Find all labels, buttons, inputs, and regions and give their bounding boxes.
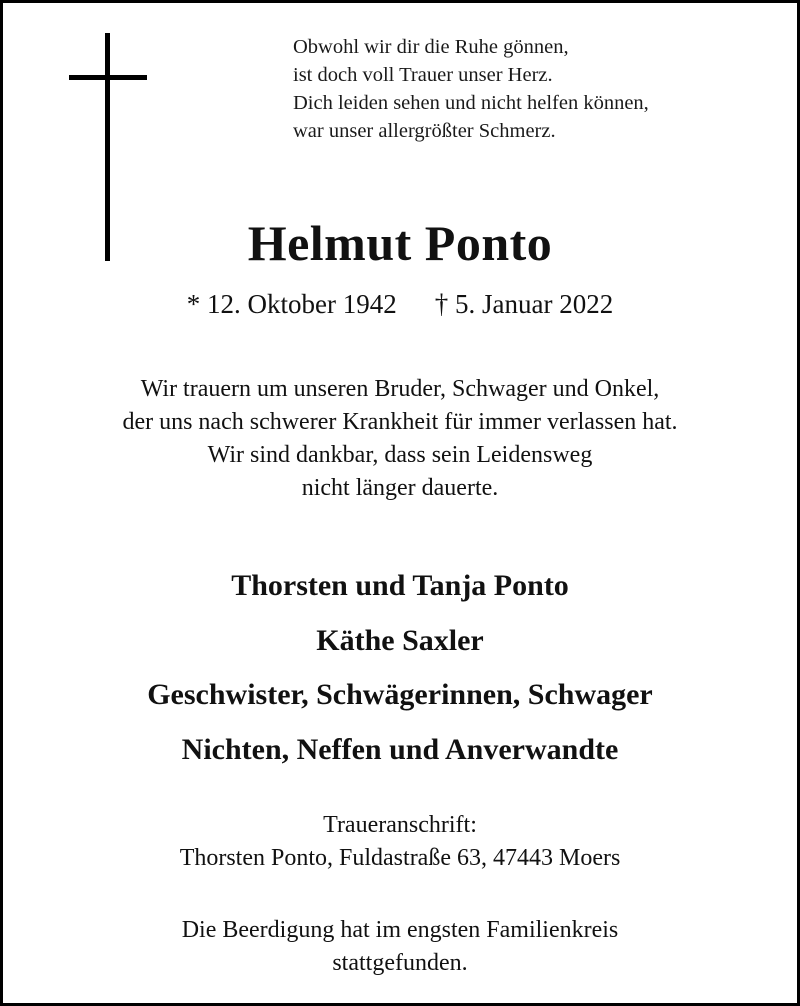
deceased-name: Helmut Ponto: [247, 215, 553, 271]
mourner-entry: Nichten, Neffen und Anverwandte: [181, 732, 619, 766]
address-value: Thorsten Ponto, Fuldastraße 63, 47443 Moers: [179, 845, 621, 871]
mourning-address: [3, 809, 797, 875]
message-line: nicht länger dauerte.: [301, 475, 499, 501]
address-label: Traueranschrift:: [323, 812, 477, 838]
poem-line: ist doch voll Trauer unser Herz.: [293, 64, 553, 86]
mourner-entry: Käthe Saxler: [316, 623, 484, 657]
funeral-line: Die Beerdigung hat im engsten Familienkreis: [181, 917, 619, 943]
mourning-message: [3, 373, 797, 505]
memorial-poem: [293, 33, 793, 145]
death-date: † 5. Januar 2022: [434, 289, 614, 319]
message-line: der uns nach schwerer Krankheit für immer verlassen hat.: [122, 409, 678, 435]
birth-date: * 12. Oktober 1942: [186, 289, 397, 319]
poem-line: war unser allergrößter Schmerz.: [293, 120, 556, 142]
funeral-line: stattgefunden.: [332, 950, 468, 976]
message-line: Wir sind dankbar, dass sein Leidensweg: [207, 442, 593, 468]
funeral-note: [3, 914, 797, 980]
mourners-list: [3, 559, 797, 777]
cross-horizontal-bar: [69, 75, 147, 80]
life-dates: [3, 285, 797, 323]
mourner-entry: Thorsten und Tanja Ponto: [231, 569, 569, 602]
mourner-entry: Geschwister, Schwägerinnen, Schwager: [147, 678, 653, 711]
poem-line: Dich leiden sehen und nicht helfen können,: [293, 92, 649, 114]
poem-line: Obwohl wir dir die Ruhe gönnen,: [293, 36, 569, 58]
message-line: Wir trauern um unseren Bruder, Schwager und Onkel,: [140, 376, 660, 402]
